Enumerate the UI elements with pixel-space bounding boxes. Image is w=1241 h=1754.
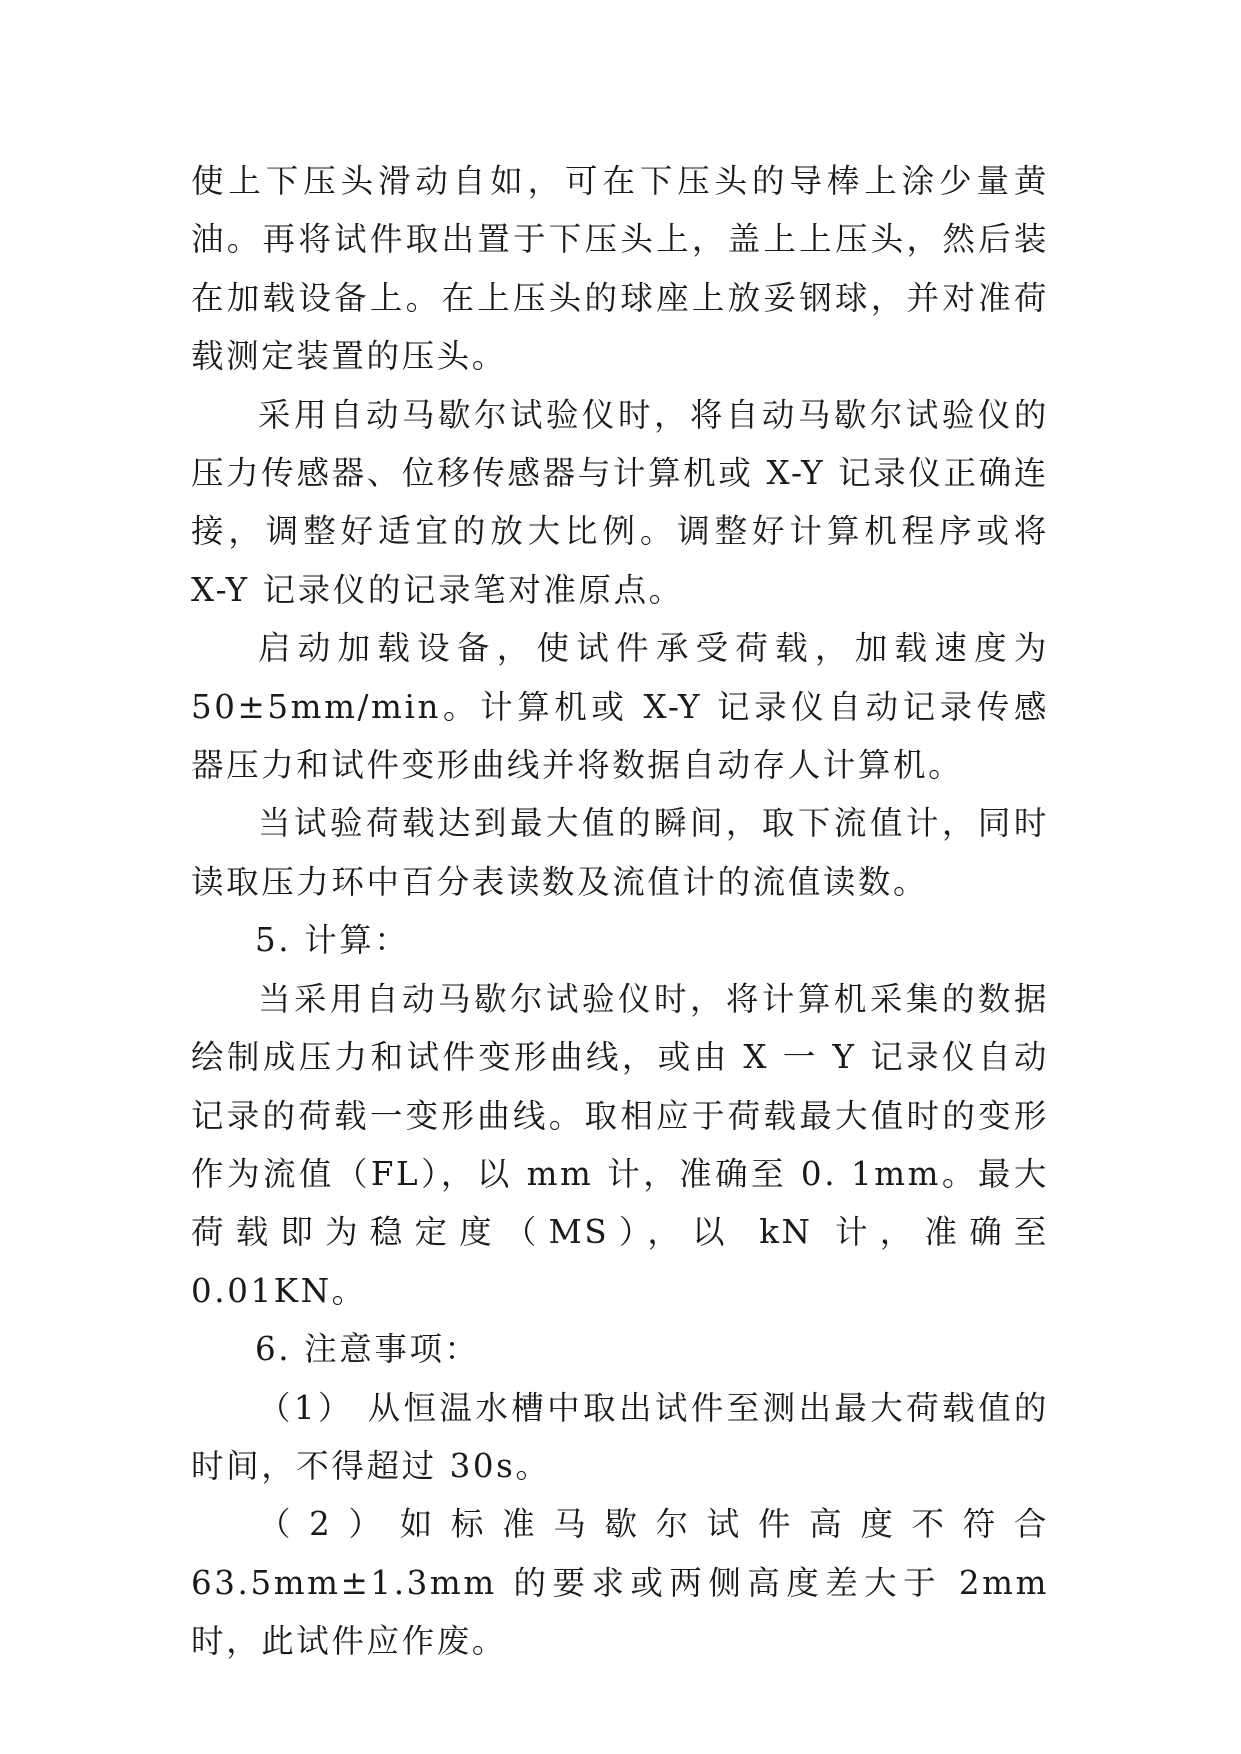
paragraph-calculation: 当采用自动马歇尔试验仪时，将计算机采集的数据绘制成压力和试件变形曲线，或由 X 一 Y 记录仪自动记录的荷载一变形曲线。取相应于荷载最大值时的变形作为流值（FL），以 mm 计，准确至 0. 1mm。最大荷载即为稳定度（MS），以 kN 计，准确至 0.01KN。 [191, 979, 1049, 1310]
note-item-2: （2）如标准马歇尔试件高度不符合 63.5mm±1.3mm 的要求或两侧高度差大于 2mm 时，此试件应作废。 [191, 1505, 1049, 1661]
section-heading-notes: 6. 注意事项： [255, 1330, 480, 1369]
document-body [191, 152, 1049, 1671]
paragraph-start-loading: 启动加载设备，使试件承受荷载，加载速度为 50±5mm/min。计算机或 X-Y 记录仪自动记录传感器压力和试件变形曲线并将数据自动存人计算机。 [191, 629, 1049, 785]
paragraph-max-load-reading: 当试验荷载达到最大值的瞬间，取下流值计，同时读取压力环中百分表读数及流值计的流值读数。 [191, 804, 1049, 901]
section-heading-calculation: 5. 计算： [255, 921, 410, 960]
paragraph-setup-continued: 使上下压头滑动自如，可在下压头的导棒上涂少量黄油。再将试件取出置于下压头上，盖上上压头，然后装在加载设备上。在上压头的球座上放妥钢球，并对准荷载测定装置的压头。 [191, 162, 1049, 376]
paragraph-automatic-tester: 采用自动马歇尔试验仪时，将自动马歇尔试验仪的压力传感器、位移传感器与计算机或 X-Y 记录仪正确连接，调整好适宜的放大比例。调整好计算机程序或将 X-Y 记录仪的记录笔对准原点。 [191, 395, 1049, 609]
note-item-1: （1） 从恒温水槽中取出试件至测出最大荷载值的时间，不得超过 30s。 [191, 1388, 1049, 1485]
